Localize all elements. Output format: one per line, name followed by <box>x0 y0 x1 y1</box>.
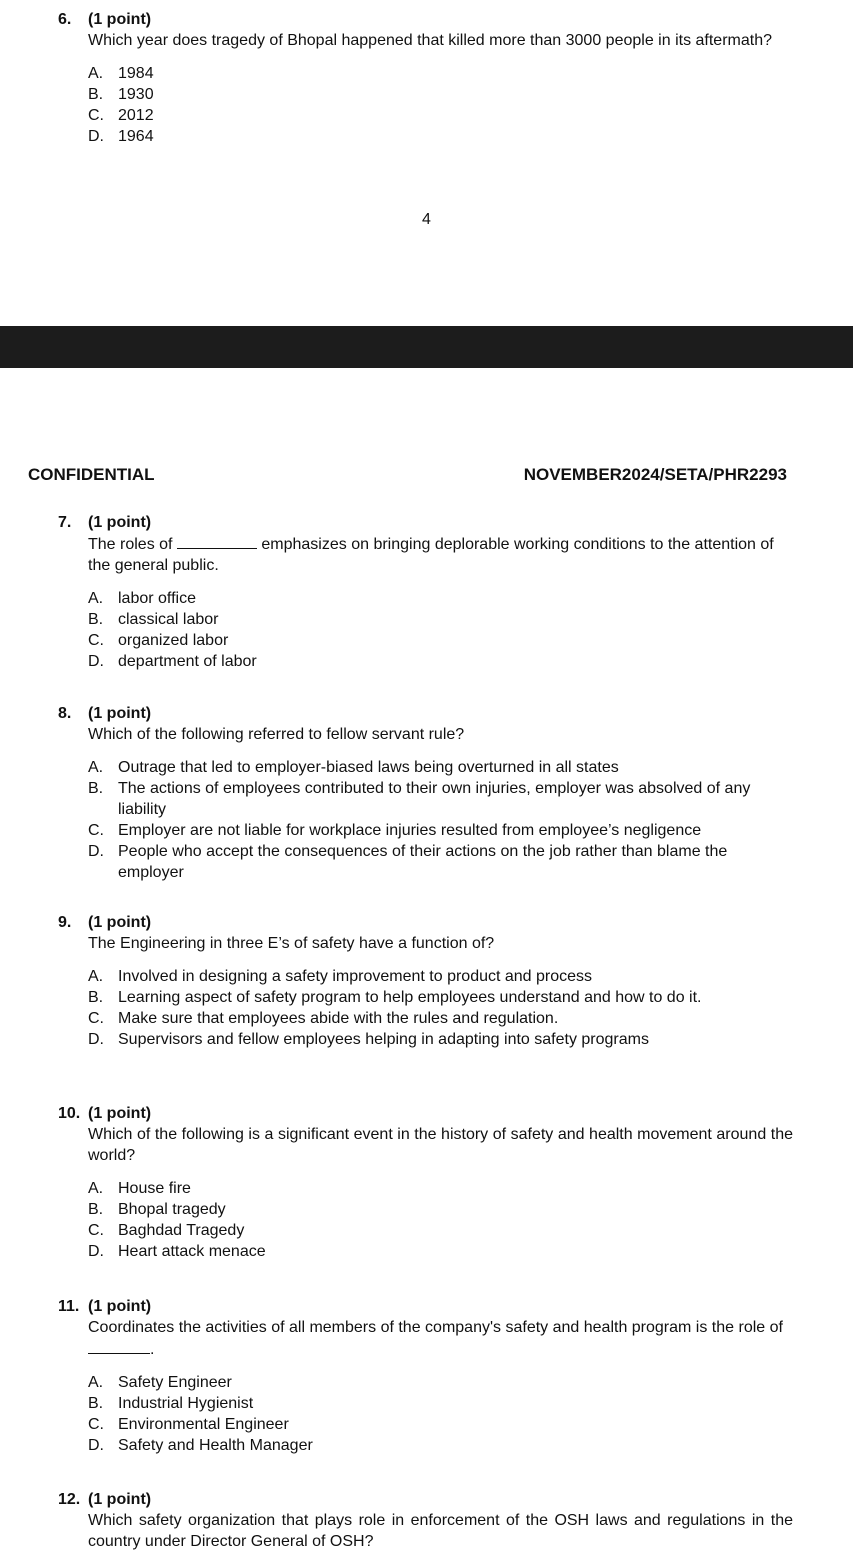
answer-blank <box>177 533 257 549</box>
question-6 <box>58 10 793 147</box>
question-7-options <box>88 588 793 672</box>
option-c: C. Environmental Engineer <box>88 1416 289 1433</box>
question-9-header <box>58 913 793 933</box>
question-10-text: Which of the following is a significant event in the history of safety and health movement around the world? <box>88 1126 793 1164</box>
question-points: (1 point) <box>88 11 152 28</box>
question-10 <box>58 1104 793 1262</box>
option-d: D. Heart attack menace <box>88 1243 266 1260</box>
option-b: B. classical labor <box>88 611 219 628</box>
question-7-text: The roles of emphasizes on bringing deplorable working conditions to the attention of the general public. <box>88 533 793 576</box>
option-a: A. Safety Engineer <box>88 1374 232 1391</box>
question-number: 7. <box>58 514 72 531</box>
question-11 <box>58 1297 793 1456</box>
option-a: A. Involved in designing a safety improvement to product and process <box>88 968 593 985</box>
answer-blank <box>88 1338 150 1354</box>
question-8-text: Which of the following referred to fellow servant rule? <box>88 726 465 743</box>
question-8 <box>58 704 793 883</box>
question-10-header <box>58 1104 793 1124</box>
question-11-options <box>88 1372 793 1456</box>
question-points: (1 point) <box>88 1298 152 1315</box>
question-6-header <box>58 10 793 30</box>
question-6-options <box>88 63 793 147</box>
question-points: (1 point) <box>88 914 152 931</box>
option-a: A. labor office <box>88 590 196 607</box>
question-9-text: The Engineering in three E’s of safety have a function of? <box>88 935 495 952</box>
option-b: B. Industrial Hygienist <box>88 1395 254 1412</box>
question-12-text: Which safety organization that plays role in enforcement of the OSH laws and regulations in the country under Director General of OSH? <box>88 1512 793 1550</box>
option-c: C. Baghdad Tragedy <box>88 1222 245 1239</box>
option-d: D. Safety and Health Manager <box>88 1437 313 1454</box>
question-11-text: Coordinates the activities of all members of the company's safety and health program is the role of. <box>88 1319 783 1358</box>
question-12-header <box>58 1490 793 1510</box>
page-number: 4 <box>422 211 431 228</box>
header-course-code: NOVEMBER2024/SETA/PHR2293 <box>523 465 787 484</box>
question-number: 11. <box>58 1298 80 1315</box>
question-number: 10. <box>58 1105 81 1122</box>
question-9 <box>58 913 793 1050</box>
question-points: (1 point) <box>88 1491 152 1508</box>
page-divider-bar <box>0 326 853 368</box>
question-10-options <box>88 1178 793 1262</box>
question-number: 12. <box>58 1491 81 1508</box>
option-a: A. 1984 <box>88 65 154 82</box>
question-9-options <box>88 966 793 1050</box>
header-confidential: CONFIDENTIAL <box>28 465 155 484</box>
option-d: D. Supervisors and fellow employees helping in adapting into safety programs <box>88 1031 649 1048</box>
question-points: (1 point) <box>88 514 152 531</box>
option-d: D. 1964 <box>88 128 154 145</box>
question-number: 9. <box>58 914 72 931</box>
option-b: B. Learning aspect of safety program to help employees understand and how to do it. <box>88 989 702 1006</box>
option-d: D. People who accept the consequences of their actions on the job rather than blame the employer <box>88 843 728 881</box>
option-b: B. Bhopal tragedy <box>88 1201 226 1218</box>
question-7-header <box>58 513 793 533</box>
question-12 <box>58 1490 793 1552</box>
option-c: C. Employer are not liable for workplace injuries resulted from employee’s negligence <box>88 822 702 839</box>
question-11-header <box>58 1297 793 1317</box>
question-7 <box>58 513 793 672</box>
option-b: B. 1930 <box>88 86 154 103</box>
question-number: 6. <box>58 11 72 28</box>
page-header <box>28 465 787 485</box>
question-number: 8. <box>58 705 72 722</box>
question-points: (1 point) <box>88 705 152 722</box>
option-a: A. Outrage that led to employer-biased laws being overturned in all states <box>88 759 619 776</box>
option-c: C. organized labor <box>88 632 229 649</box>
question-8-options <box>88 757 793 883</box>
option-c: C. Make sure that employees abide with the rules and regulation. <box>88 1010 559 1027</box>
question-6-text: Which year does tragedy of Bhopal happened that killed more than 3000 people in its aftermath? <box>88 32 772 49</box>
question-8-header <box>58 704 793 724</box>
question-points: (1 point) <box>88 1105 152 1122</box>
option-c: C. 2012 <box>88 107 154 124</box>
option-d: D. department of labor <box>88 653 257 670</box>
option-a: A. House fire <box>88 1180 191 1197</box>
option-b: B. The actions of employees contributed to their own injuries, employer was absolved of any liability <box>88 780 751 818</box>
